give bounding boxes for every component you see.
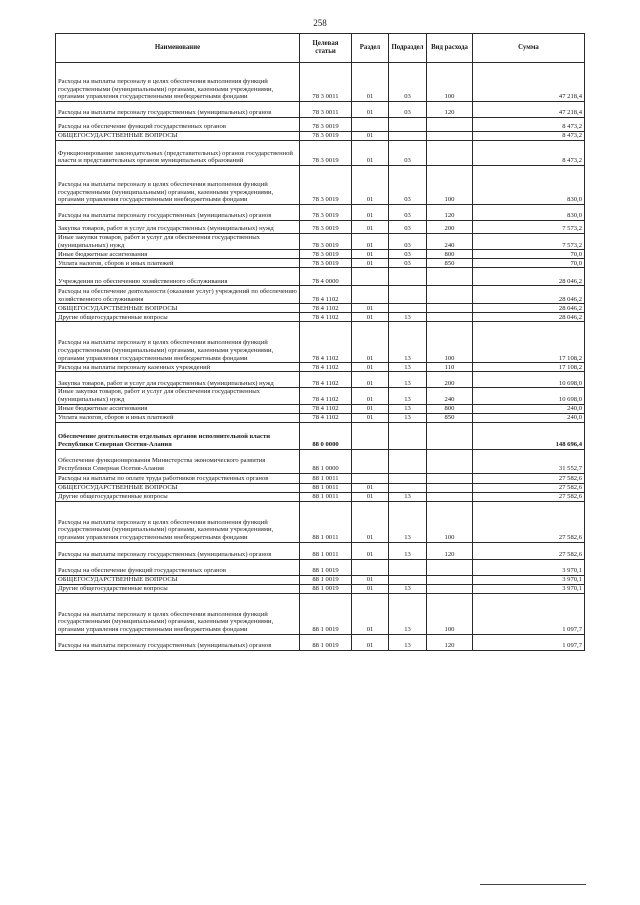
row-expense-kind (427, 304, 473, 313)
row-name: Расходы на обеспечение функций государственных органов (56, 118, 300, 132)
row-expense-kind (427, 313, 473, 322)
row-expense-kind (427, 473, 473, 483)
row-name: Расходы на обеспечение деятельности (оказание услуг) учреждений по обеспечению хозяйственного обслуживания (56, 286, 300, 304)
row-target-code: 78 3 0011 (300, 102, 352, 118)
row-amount: 27 582,6 (473, 483, 585, 492)
row-section (352, 473, 389, 483)
row-name: Уплата налогов, сборов и иных платежей (56, 259, 300, 268)
budget-table (55, 33, 585, 651)
row-amount: 70,0 (473, 250, 585, 259)
table-row (56, 268, 585, 286)
row-name: Другие общегосударственные вопросы (56, 492, 300, 501)
table-header-row (56, 34, 585, 63)
row-subsection: 13 (389, 313, 427, 322)
table-row (56, 404, 585, 413)
row-subsection: 03 (389, 250, 427, 259)
row-target-code: 88 1 0011 (300, 501, 352, 542)
table-row (56, 259, 585, 268)
table-row (56, 63, 585, 102)
table-row (56, 304, 585, 313)
row-amount: 830,0 (473, 166, 585, 205)
table-row (56, 141, 585, 166)
row-expense-kind: 200 (427, 372, 473, 388)
row-amount: 1 097,7 (473, 634, 585, 650)
row-subsection (389, 304, 427, 313)
row-name: Расходы на выплаты персоналу государственных (муниципальных) органов (56, 205, 300, 221)
row-name: Расходы на выплаты персоналу в целях обеспечения выполнения функций государственными (муниципальными) органами, казенными учреждениями, органами управления государственными внебюджетными фондами (56, 322, 300, 363)
row-section: 01 (352, 501, 389, 542)
row-target-code: 78 3 0019 (300, 234, 352, 250)
row-subsection (389, 268, 427, 286)
row-subsection: 13 (389, 542, 427, 559)
row-target-code: 78 4 1102 (300, 286, 352, 304)
row-expense-kind: 850 (427, 413, 473, 422)
row-expense-kind: 800 (427, 250, 473, 259)
row-name: ОБЩЕГОСУДАРСТВЕННЫЕ ВОПРОСЫ (56, 304, 300, 313)
row-section: 01 (352, 250, 389, 259)
row-section: 01 (352, 363, 389, 372)
header-section: Раздел (352, 34, 389, 63)
row-subsection: 03 (389, 259, 427, 268)
row-name: Учреждения по обеспечению хозяйственного обслуживания (56, 268, 300, 286)
row-subsection: 13 (389, 413, 427, 422)
row-expense-kind (427, 268, 473, 286)
row-amount: 240,0 (473, 404, 585, 413)
row-name: Расходы на выплаты персоналу государственных (муниципальных) органов (56, 634, 300, 650)
row-name: Уплата налогов, сборов и иных платежей (56, 413, 300, 422)
row-amount: 27 582,6 (473, 542, 585, 559)
row-expense-kind: 800 (427, 404, 473, 413)
table-row (56, 542, 585, 559)
row-name: Функционирование законодательных (представительных) органов государственной власти и представительных органов муниципальных образований (56, 141, 300, 166)
row-expense-kind (427, 286, 473, 304)
table-row (56, 388, 585, 404)
row-target-code: 88 1 0011 (300, 542, 352, 559)
row-subsection: 03 (389, 234, 427, 250)
row-subsection (389, 483, 427, 492)
row-name: Расходы на выплаты по оплате труда работников государственных органов (56, 473, 300, 483)
row-target-code: 78 4 1102 (300, 404, 352, 413)
row-expense-kind (427, 449, 473, 473)
row-target-code: 78 4 1102 (300, 388, 352, 404)
row-subsection: 13 (389, 492, 427, 501)
row-name: Другие общегосударственные вопросы (56, 584, 300, 593)
row-target-code: 78 3 0019 (300, 132, 352, 141)
row-amount: 31 552,7 (473, 449, 585, 473)
row-name: Расходы на выплаты персоналу казенных учреждений (56, 363, 300, 372)
table-row (56, 492, 585, 501)
row-section: 01 (352, 492, 389, 501)
row-name: Расходы на выплаты персоналу в целях обеспечения выполнения функций государственными (муниципальными) органами, казенными учреждениями, органами управления государственными внебюджетными фондами (56, 593, 300, 634)
row-subsection (389, 559, 427, 575)
row-expense-kind (427, 584, 473, 593)
row-expense-kind (427, 118, 473, 132)
row-section: 01 (352, 205, 389, 221)
row-expense-kind (427, 492, 473, 501)
row-amount: 28 046,2 (473, 286, 585, 304)
row-section: 01 (352, 313, 389, 322)
row-amount: 8 473,2 (473, 141, 585, 166)
table-row (56, 221, 585, 234)
row-amount: 17 108,2 (473, 322, 585, 363)
row-name: ОБЩЕГОСУДАРСТВЕННЫЕ ВОПРОСЫ (56, 483, 300, 492)
row-subsection: 03 (389, 63, 427, 102)
row-expense-kind: 100 (427, 501, 473, 542)
row-section: 01 (352, 234, 389, 250)
row-target-code: 78 3 0019 (300, 250, 352, 259)
row-target-code: 88 0 0000 (300, 422, 352, 449)
row-section: 01 (352, 372, 389, 388)
row-subsection (389, 286, 427, 304)
row-section: 01 (352, 132, 389, 141)
row-name: Расходы на выплаты персоналу государственных (муниципальных) органов (56, 542, 300, 559)
row-amount: 47 218,4 (473, 63, 585, 102)
row-target-code: 88 1 0019 (300, 593, 352, 634)
row-section: 01 (352, 404, 389, 413)
row-name: ОБЩЕГОСУДАРСТВЕННЫЕ ВОПРОСЫ (56, 575, 300, 584)
row-subsection: 13 (389, 404, 427, 413)
row-name: Расходы на обеспечение функций государственных органов (56, 559, 300, 575)
row-amount: 3 970,1 (473, 575, 585, 584)
row-section: 01 (352, 388, 389, 404)
row-target-code: 78 4 1102 (300, 413, 352, 422)
row-amount: 47 218,4 (473, 102, 585, 118)
row-target-code: 78 4 1102 (300, 304, 352, 313)
row-expense-kind: 240 (427, 388, 473, 404)
row-section: 01 (352, 584, 389, 593)
table-row (56, 501, 585, 542)
row-name: Расходы на выплаты персоналу в целях обеспечения выполнения функций государственными (муниципальными) органами, казенными учреждениями, органами управления государственными внебюджетными фондами (56, 63, 300, 102)
bottom-rule (480, 884, 586, 885)
row-target-code: 88 1 0019 (300, 575, 352, 584)
row-subsection: 03 (389, 102, 427, 118)
row-amount: 830,0 (473, 205, 585, 221)
row-section: 01 (352, 634, 389, 650)
row-expense-kind: 120 (427, 102, 473, 118)
row-expense-kind (427, 132, 473, 141)
row-amount: 7 573,2 (473, 221, 585, 234)
row-name: Закупка товаров, работ и услуг для государственных (муниципальных) нужд (56, 221, 300, 234)
header-subsection: Подраздел (389, 34, 427, 63)
row-target-code: 78 3 0019 (300, 166, 352, 205)
row-subsection: 03 (389, 141, 427, 166)
row-subsection (389, 575, 427, 584)
row-amount: 70,0 (473, 259, 585, 268)
page-number: 258 (313, 18, 327, 28)
row-name: Иные бюджетные ассигнования (56, 250, 300, 259)
row-section (352, 449, 389, 473)
row-expense-kind: 120 (427, 634, 473, 650)
row-name: ОБЩЕГОСУДАРСТВЕННЫЕ ВОПРОСЫ (56, 132, 300, 141)
row-section: 01 (352, 166, 389, 205)
row-subsection (389, 449, 427, 473)
row-target-code: 88 1 0011 (300, 473, 352, 483)
row-target-code: 78 4 0000 (300, 268, 352, 286)
row-amount: 148 696,4 (473, 422, 585, 449)
row-target-code: 88 1 0019 (300, 559, 352, 575)
row-target-code: 88 1 0019 (300, 584, 352, 593)
table-row (56, 250, 585, 259)
row-section: 01 (352, 322, 389, 363)
row-section: 01 (352, 259, 389, 268)
table-row (56, 413, 585, 422)
row-amount: 10 698,0 (473, 372, 585, 388)
table-body (56, 63, 585, 651)
row-expense-kind: 100 (427, 593, 473, 634)
row-amount: 27 582,6 (473, 473, 585, 483)
row-name: Расходы на выплаты персоналу в целях обеспечения выполнения функций государственными (муниципальными) органами, казенными учреждениями, органами управления государственными внебюджетными фондами (56, 501, 300, 542)
table-row (56, 584, 585, 593)
row-amount: 1 097,7 (473, 593, 585, 634)
row-expense-kind (427, 141, 473, 166)
row-subsection: 13 (389, 593, 427, 634)
row-section: 01 (352, 221, 389, 234)
row-section: 01 (352, 575, 389, 584)
table-row (56, 132, 585, 141)
row-expense-kind: 240 (427, 234, 473, 250)
row-subsection: 13 (389, 584, 427, 593)
row-section: 01 (352, 483, 389, 492)
row-subsection (389, 118, 427, 132)
row-section (352, 118, 389, 132)
row-amount: 27 582,6 (473, 492, 585, 501)
row-name: Обеспечение функционирования Министерства экономического развития Республики Северная Осетия-Алания (56, 449, 300, 473)
table-row (56, 559, 585, 575)
row-section: 01 (352, 593, 389, 634)
header-name: Наименование (56, 34, 300, 63)
row-section (352, 559, 389, 575)
table-row (56, 473, 585, 483)
row-section (352, 286, 389, 304)
table-row (56, 593, 585, 634)
row-expense-kind (427, 422, 473, 449)
row-name: Обеспечение деятельности отдельных органов исполнительной власти Республики Северная Осетия-Алания (56, 422, 300, 449)
header-kind: Вид расхода (427, 34, 473, 63)
row-expense-kind: 110 (427, 363, 473, 372)
table-row (56, 322, 585, 363)
row-target-code: 78 3 0011 (300, 63, 352, 102)
row-section: 01 (352, 102, 389, 118)
row-target-code: 78 3 0019 (300, 205, 352, 221)
row-subsection: 03 (389, 221, 427, 234)
table-row (56, 449, 585, 473)
row-amount: 7 573,2 (473, 234, 585, 250)
row-section (352, 268, 389, 286)
row-section: 01 (352, 542, 389, 559)
row-section: 01 (352, 63, 389, 102)
row-target-code: 78 4 1102 (300, 363, 352, 372)
row-name: Закупка товаров, работ и услуг для государственных (муниципальных) нужд (56, 372, 300, 388)
row-expense-kind: 100 (427, 166, 473, 205)
row-target-code: 78 3 0019 (300, 221, 352, 234)
row-expense-kind (427, 483, 473, 492)
row-target-code: 78 3 0019 (300, 259, 352, 268)
row-expense-kind: 100 (427, 63, 473, 102)
row-name: Иные закупки товаров, работ и услуг для обеспечения государственных (муниципальных) нужд (56, 388, 300, 404)
row-amount: 28 046,2 (473, 313, 585, 322)
table-row (56, 575, 585, 584)
row-name: Расходы на выплаты персоналу государственных (муниципальных) органов (56, 102, 300, 118)
row-expense-kind: 850 (427, 259, 473, 268)
table-row (56, 483, 585, 492)
row-subsection (389, 473, 427, 483)
table-row (56, 286, 585, 304)
table-row (56, 372, 585, 388)
row-amount: 28 046,2 (473, 304, 585, 313)
row-target-code: 78 4 1102 (300, 322, 352, 363)
row-section: 01 (352, 304, 389, 313)
row-target-code: 88 1 0019 (300, 634, 352, 650)
table-row (56, 234, 585, 250)
row-subsection: 13 (389, 634, 427, 650)
row-target-code: 78 3 0019 (300, 118, 352, 132)
row-subsection: 13 (389, 322, 427, 363)
row-amount: 10 698,0 (473, 388, 585, 404)
row-subsection (389, 422, 427, 449)
table-row (56, 634, 585, 650)
row-target-code: 78 3 0019 (300, 141, 352, 166)
row-amount: 8 473,2 (473, 118, 585, 132)
row-section (352, 422, 389, 449)
row-subsection: 13 (389, 363, 427, 372)
row-expense-kind (427, 575, 473, 584)
row-target-code: 88 1 0011 (300, 492, 352, 501)
table-row (56, 205, 585, 221)
row-subsection (389, 132, 427, 141)
row-expense-kind: 120 (427, 205, 473, 221)
row-subsection: 13 (389, 388, 427, 404)
row-expense-kind: 120 (427, 542, 473, 559)
table-row (56, 363, 585, 372)
table-row (56, 313, 585, 322)
row-target-code: 78 4 1102 (300, 313, 352, 322)
header-code: Целевая статьи (300, 34, 352, 63)
row-amount: 28 046,2 (473, 268, 585, 286)
table-row (56, 422, 585, 449)
row-amount: 3 970,1 (473, 584, 585, 593)
row-subsection: 03 (389, 166, 427, 205)
row-subsection: 03 (389, 205, 427, 221)
row-amount: 240,0 (473, 413, 585, 422)
row-expense-kind: 100 (427, 322, 473, 363)
row-expense-kind: 200 (427, 221, 473, 234)
row-section: 01 (352, 413, 389, 422)
row-name: Расходы на выплаты персоналу в целях обеспечения выполнения функций государственными (муниципальными) органами, казенными учреждениями, органами управления государственными внебюджетными фондами (56, 166, 300, 205)
row-name: Иные закупки товаров, работ и услуг для обеспечения государственных (муниципальных) нужд (56, 234, 300, 250)
header-amount: Сумма (473, 34, 585, 63)
row-amount: 8 473,2 (473, 132, 585, 141)
row-name: Иные бюджетные ассигнования (56, 404, 300, 413)
row-section: 01 (352, 141, 389, 166)
table-row (56, 118, 585, 132)
row-expense-kind (427, 559, 473, 575)
table-row (56, 102, 585, 118)
row-target-code: 78 4 1102 (300, 372, 352, 388)
row-target-code: 88 1 0011 (300, 483, 352, 492)
row-subsection: 13 (389, 501, 427, 542)
row-amount: 3 970,1 (473, 559, 585, 575)
row-amount: 17 108,2 (473, 363, 585, 372)
row-subsection: 13 (389, 372, 427, 388)
row-name: Другие общегосударственные вопросы (56, 313, 300, 322)
row-target-code: 88 1 0000 (300, 449, 352, 473)
table-row (56, 166, 585, 205)
row-amount: 27 582,6 (473, 501, 585, 542)
